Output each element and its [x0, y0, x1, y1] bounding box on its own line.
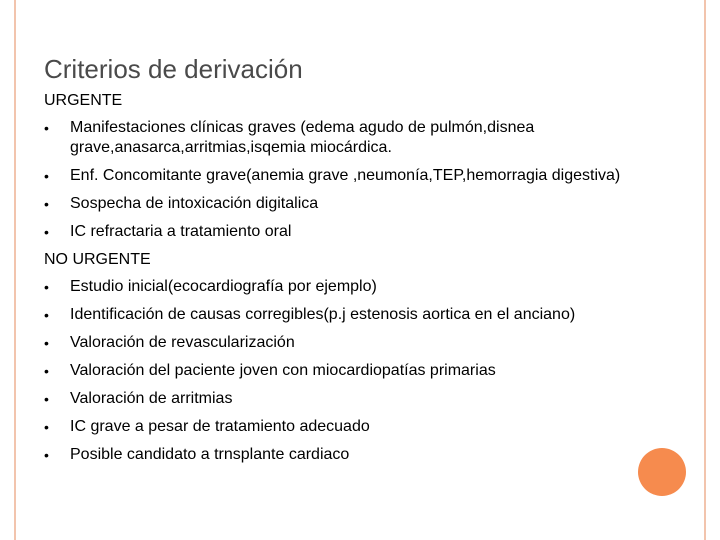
- section-non-urgent: [44, 250, 654, 465]
- slide-content: [44, 91, 654, 473]
- section-urgent: [44, 91, 654, 242]
- list-item-text: Enf. Concomitante grave(anemia grave ,neumonía,TEP,hemorragia digestiva): [70, 167, 621, 184]
- list-item: [44, 305, 654, 325]
- bullet-icon: •: [44, 363, 49, 379]
- slide-title: Criterios de derivación: [44, 54, 303, 84]
- bullet-icon: •: [44, 335, 49, 351]
- list-item: [44, 222, 654, 242]
- list-item-text: IC grave a pesar de tratamiento adecuado: [70, 418, 370, 435]
- list-item-text: Posible candidato a trnsplante cardiaco: [70, 446, 350, 463]
- list-item-text: Identificación de causas corregibles(p.j estenosis aortica en el anciano): [70, 306, 576, 323]
- list-item: [44, 194, 654, 214]
- list-item-text: Valoración de arritmias: [70, 390, 233, 407]
- list-item-text: Valoración de revascularización: [70, 334, 295, 351]
- accent-circle: [638, 448, 686, 496]
- bullet-icon: •: [44, 419, 49, 435]
- bullet-icon: •: [44, 168, 49, 184]
- bullet-icon: •: [44, 279, 49, 295]
- list-item-text: Valoración del paciente joven con miocardiopatías primarias: [70, 362, 496, 379]
- list-item: [44, 333, 654, 353]
- list-item: [44, 118, 654, 158]
- bullet-icon: •: [44, 391, 49, 407]
- bullet-icon: •: [44, 196, 49, 212]
- list-item: [44, 277, 654, 297]
- section-heading-non-urgent: NO URGENTE: [44, 251, 151, 268]
- list-item-text: Sospecha de intoxicación digitalica: [70, 195, 319, 212]
- bullet-icon: •: [44, 307, 49, 323]
- bullet-icon: •: [44, 447, 49, 463]
- bullet-icon: •: [44, 120, 49, 136]
- list-item-text: IC refractaria a tratamiento oral: [70, 223, 292, 240]
- list-item: [44, 166, 654, 186]
- list-item: [44, 389, 654, 409]
- list-item: [44, 417, 654, 437]
- list-item-text: Manifestaciones clínicas graves (edema agudo de pulmón,disnea grave,anasarca,arritmias,isqemia miocárdica.: [70, 119, 535, 156]
- list-item: [44, 361, 654, 381]
- bullet-icon: •: [44, 224, 49, 240]
- section-heading-urgent: URGENTE: [44, 92, 123, 109]
- list-item-text: Estudio inicial(ecocardiografía por ejemplo): [70, 278, 377, 295]
- list-item: [44, 445, 654, 465]
